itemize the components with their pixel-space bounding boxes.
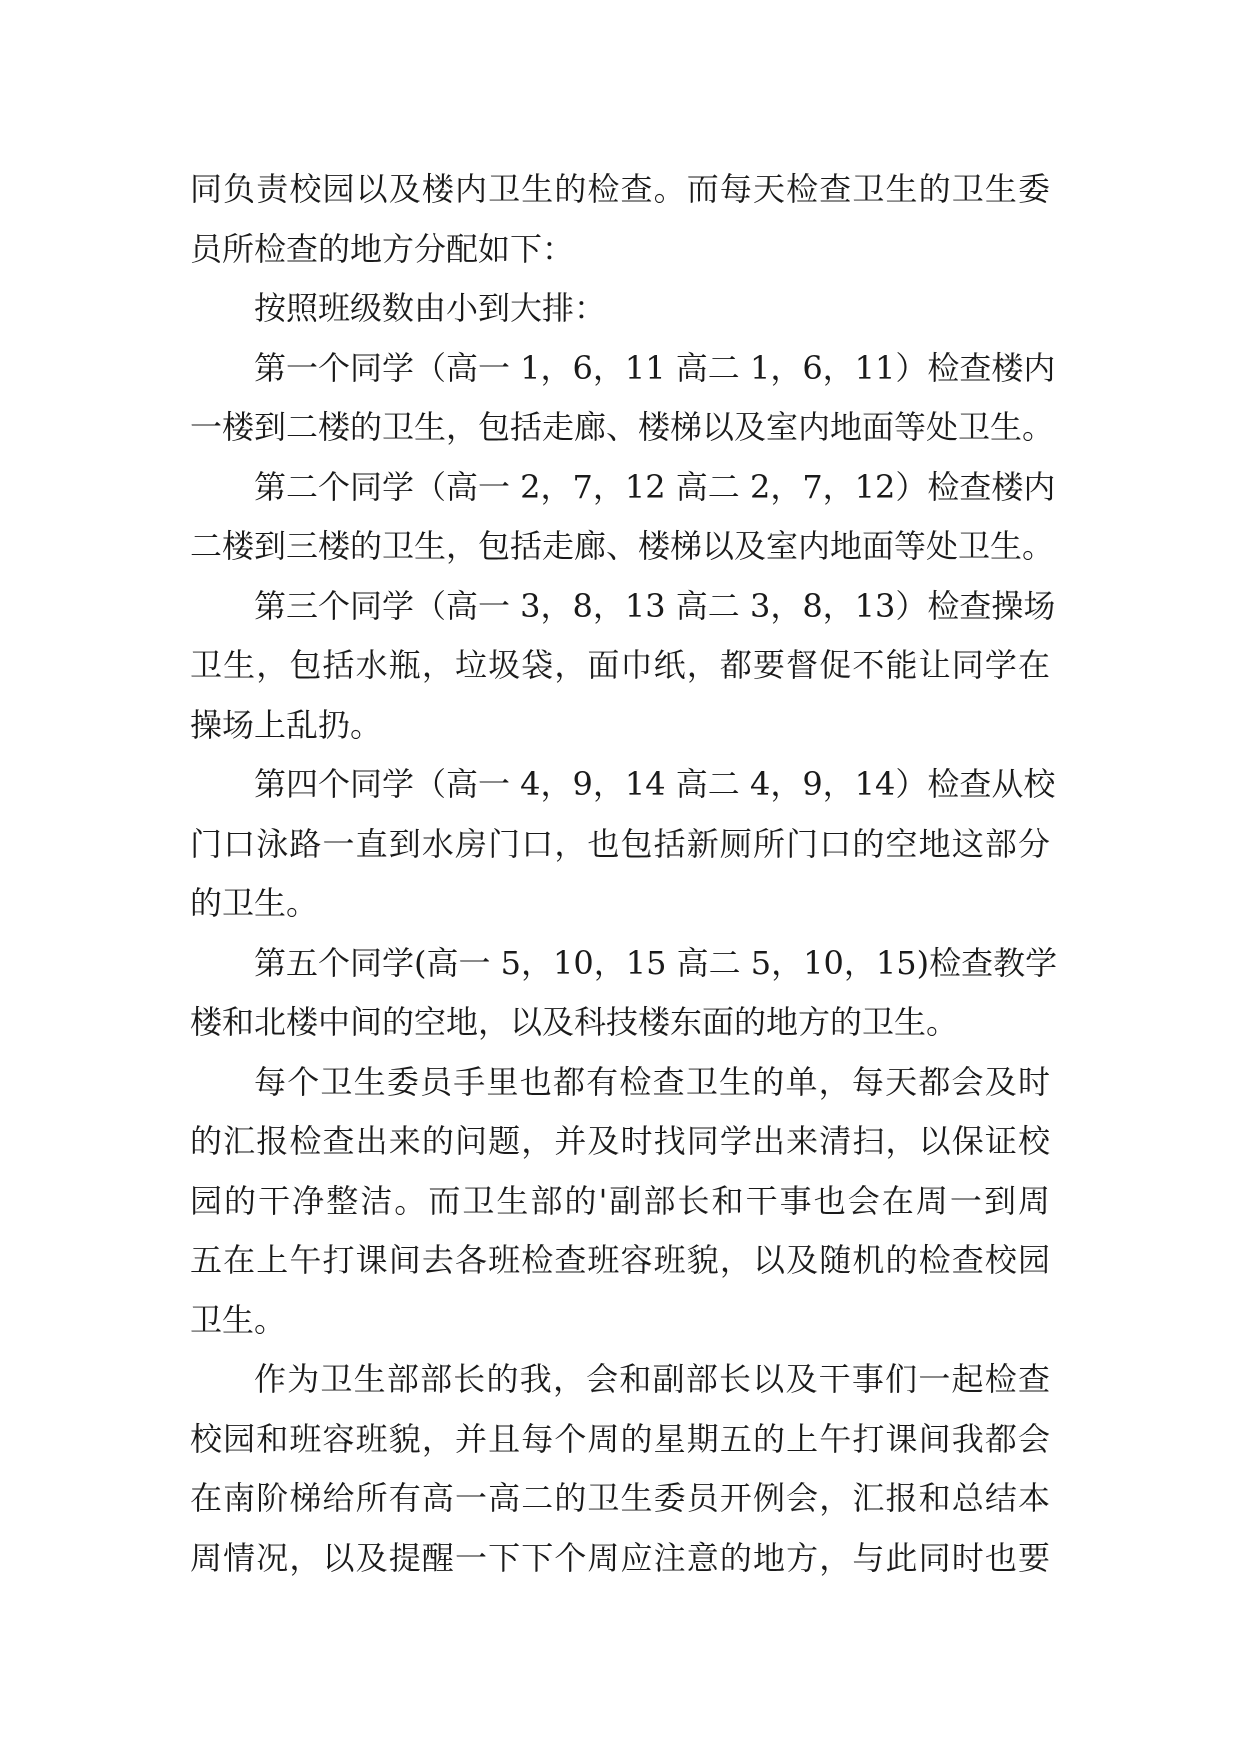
text-line: 同负责校园以及楼内卫生的检查。而每天检查卫生的卫生委 — [190, 170, 1050, 208]
text-line: 楼和北楼中间的空地，以及科技楼东面的地方的卫生。 — [190, 1003, 959, 1041]
text-line: 卫生。 — [190, 1300, 287, 1339]
text-line: 第二个同学（高一 2，7，12 高二 2，7，12）检查楼内 — [254, 467, 1056, 506]
text-line: 五在上午打课间去各班检查班容班貌，以及随机的检查校园 — [190, 1241, 1050, 1279]
text-line: 的汇报检查出来的问题，并及时找同学出来清扫，以保证校 — [190, 1122, 1050, 1160]
text-line: 园的干净整洁。而卫生部的'副部长和干事也会在周一到周 — [190, 1181, 1050, 1220]
text-line: 第四个同学（高一 4，9，14 高二 4，9，14）检查从校 — [254, 765, 1056, 803]
text-line: 操场上乱扔。 — [190, 705, 383, 744]
text-line: 二楼到三楼的卫生，包括走廊、楼梯以及室内地面等处卫生。 — [190, 527, 1055, 565]
text-line: 的卫生。 — [190, 884, 319, 922]
text-line: 校园和班容班貌，并且每个周的星期五的上午打课间我都会 — [190, 1419, 1050, 1458]
document-page — [190, 160, 1058, 1588]
text-line: 作为卫生部部长的我，会和副部长以及干事们一起检查 — [254, 1360, 1050, 1398]
text-line: 一楼到二楼的卫生，包括走廊、楼梯以及室内地面等处卫生。 — [190, 408, 1055, 446]
text-line: 每个卫生委员手里也都有检查卫生的单，每天都会及时 — [254, 1062, 1050, 1101]
text-line: 第五个同学(高一 5，10，15 高二 5，10，15)检查教学 — [254, 943, 1058, 982]
text-line: 卫生，包括水瓶，垃圾袋，面巾纸，都要督促不能让同学在 — [190, 646, 1050, 684]
text-line: 门口泳路一直到水房门口，也包括新厕所门口的空地这部分 — [190, 824, 1050, 863]
text-line: 员所检查的地方分配如下： — [190, 229, 575, 268]
text-line: 在南阶梯给所有高一高二的卫生委员开例会，汇报和总结本 — [190, 1479, 1050, 1517]
text-line: 按照班级数由小到大排： — [254, 289, 607, 327]
text-line: 周情况，以及提醒一下下个周应注意的地方，与此同时也要 — [190, 1538, 1050, 1577]
text-line: 第一个同学（高一 1，6，11 高二 1，6，11）检查楼内 — [254, 348, 1056, 387]
text-line: 第三个同学（高一 3，8，13 高二 3，8，13）检查操场 — [254, 586, 1056, 625]
